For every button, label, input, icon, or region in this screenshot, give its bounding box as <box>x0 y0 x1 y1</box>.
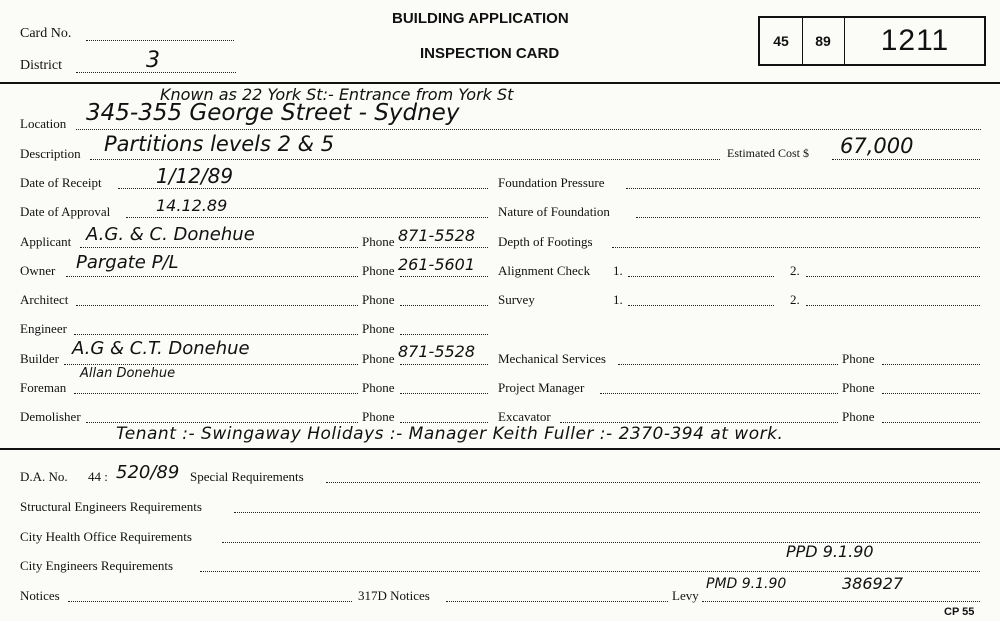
applicant-phone: 871-5528 <box>398 226 476 245</box>
city-engineers-note: PPD 9.1.90 <box>786 542 874 561</box>
date-of-receipt-line <box>118 188 488 189</box>
survey-1-line <box>628 305 774 306</box>
excavator-phone-line <box>882 422 980 423</box>
builder-phone-line <box>400 364 488 365</box>
levy-label: Levy <box>672 588 699 603</box>
da-no-value: 520/89 <box>116 462 180 483</box>
mechanical-services-line <box>618 364 838 365</box>
date-of-approval-value: 14.12.89 <box>156 196 228 215</box>
project-manager-line <box>600 393 838 394</box>
mechanical-services-phone-line <box>882 364 980 365</box>
builder-label: Builder <box>20 351 59 366</box>
title-line2: INSPECTION CARD <box>420 45 560 62</box>
project-manager-label: Project Manager <box>498 380 585 395</box>
box-c: 1211 <box>880 24 950 57</box>
notices-label: Notices <box>20 588 60 603</box>
survey-label: Survey <box>498 292 535 307</box>
builder-phone: 871-5528 <box>398 342 476 361</box>
alignment-check-1-label: 1. <box>613 263 623 278</box>
form-code: CP 55 <box>944 606 975 618</box>
depth-of-footings-line <box>612 247 980 248</box>
levy-line <box>702 601 980 602</box>
survey-1-label: 1. <box>613 292 623 307</box>
foreman-label: Foreman <box>20 380 67 395</box>
alignment-check-2-line <box>806 276 980 277</box>
description-line <box>90 159 720 160</box>
nature-of-foundation-label: Nature of Foundation <box>498 204 610 219</box>
owner-line <box>66 276 358 277</box>
nature-of-foundation-line <box>636 217 980 218</box>
mechanical-services-phone-label: Phone <box>842 351 875 366</box>
owner-phone: 261-5601 <box>398 255 476 274</box>
city-health-label: City Health Office Requirements <box>20 529 192 544</box>
survey-2-label: 2. <box>790 292 800 307</box>
mid-rule <box>0 448 1000 450</box>
notices-317d-line <box>446 601 668 602</box>
engineer-phone-label: Phone <box>362 321 395 336</box>
date-of-approval-line <box>126 217 488 218</box>
demolisher-phone-label: Phone <box>362 409 395 424</box>
estimated-cost-label: Estimated Cost $ <box>727 146 809 160</box>
applicant-phone-label: Phone <box>362 234 395 249</box>
estimated-cost-value: 67,000 <box>840 134 914 158</box>
applicant-label: Applicant <box>20 234 72 249</box>
alignment-check-1-line <box>628 276 774 277</box>
mechanical-services-label: Mechanical Services <box>498 351 606 366</box>
foreman-phone-line <box>400 393 488 394</box>
da-no-label: D.A. No. <box>20 469 68 484</box>
foundation-pressure-label: Foundation Pressure <box>498 175 605 190</box>
structural-engineers-line <box>234 512 980 513</box>
builder-line <box>64 364 358 365</box>
architect-label: Architect <box>20 292 69 307</box>
location-line <box>76 129 981 130</box>
structural-engineers-label: Structural Engineers Requirements <box>20 499 202 514</box>
tenant-note: Tenant :- Swingaway Holidays :- Manager Keith Fuller :- 2370-394 at work. <box>116 424 784 444</box>
card-no-line <box>86 40 234 41</box>
applicant-phone-line <box>400 247 488 248</box>
depth-of-footings-label: Depth of Footings <box>498 234 593 249</box>
foundation-pressure-line <box>626 188 980 189</box>
engineer-line <box>74 334 358 335</box>
engineer-phone-line <box>400 334 488 335</box>
date-of-approval-label: Date of Approval <box>20 204 111 219</box>
date-of-receipt-value: 1/12/89 <box>156 164 234 188</box>
card-number-box <box>758 16 986 66</box>
owner-label: Owner <box>20 263 56 278</box>
special-requirements-label: Special Requirements <box>190 469 304 484</box>
district-value: 3 <box>146 48 160 73</box>
description-label: Description <box>20 146 81 161</box>
location-note: Known as 22 York St:- Entrance from York St <box>160 85 514 104</box>
architect-line <box>76 305 358 306</box>
applicant-line <box>80 247 358 248</box>
demolisher-label: Demolisher <box>20 409 81 424</box>
special-requirements-line <box>326 482 980 483</box>
date-of-receipt-label: Date of Receipt <box>20 175 102 190</box>
foreman-value: Allan Donehue <box>80 366 176 381</box>
location-label: Location <box>20 116 67 131</box>
project-manager-phone-line <box>882 393 980 394</box>
levy-note: PMD 9.1.90 <box>706 576 787 592</box>
engineer-label: Engineer <box>20 321 67 336</box>
city-engineers-line <box>200 571 980 572</box>
demolisher-phone-line <box>400 422 488 423</box>
foreman-phone-label: Phone <box>362 380 395 395</box>
estimated-cost-line <box>832 159 980 160</box>
da-no-prefix: 44 : <box>88 469 108 484</box>
box-a: 45 <box>760 18 803 64</box>
foreman-line <box>74 393 358 394</box>
owner-phone-line <box>400 276 488 277</box>
project-manager-phone-label: Phone <box>842 380 875 395</box>
builder-phone-label: Phone <box>362 351 395 366</box>
box-b: 89 <box>802 18 845 64</box>
levy-value: 386927 <box>842 574 904 593</box>
excavator-phone-label: Phone <box>842 409 875 424</box>
title-line1: BUILDING APPLICATION <box>392 10 569 27</box>
alignment-check-label: Alignment Check <box>498 263 591 278</box>
city-engineers-label: City Engineers Requirements <box>20 558 174 573</box>
excavator-line <box>560 422 838 423</box>
demolisher-line <box>86 422 358 423</box>
notices-line <box>68 601 352 602</box>
architect-phone-label: Phone <box>362 292 395 307</box>
architect-phone-line <box>400 305 488 306</box>
location-value: 345-355 George Street - Sydney <box>86 100 460 126</box>
description-value: Partitions levels 2 & 5 <box>104 132 335 156</box>
top-rule <box>0 82 1000 84</box>
applicant-value: A.G. & C. Donehue <box>86 224 255 245</box>
card-no-label: Card No. <box>20 26 72 41</box>
district-label: District <box>20 58 62 73</box>
survey-2-line <box>806 305 980 306</box>
builder-value: A.G & C.T. Donehue <box>72 338 250 359</box>
notices-317d-label: 317D Notices <box>358 588 430 603</box>
owner-value: Pargate P/L <box>76 252 179 273</box>
excavator-label: Excavator <box>498 409 551 424</box>
owner-phone-label: Phone <box>362 263 395 278</box>
alignment-check-2-label: 2. <box>790 263 800 278</box>
